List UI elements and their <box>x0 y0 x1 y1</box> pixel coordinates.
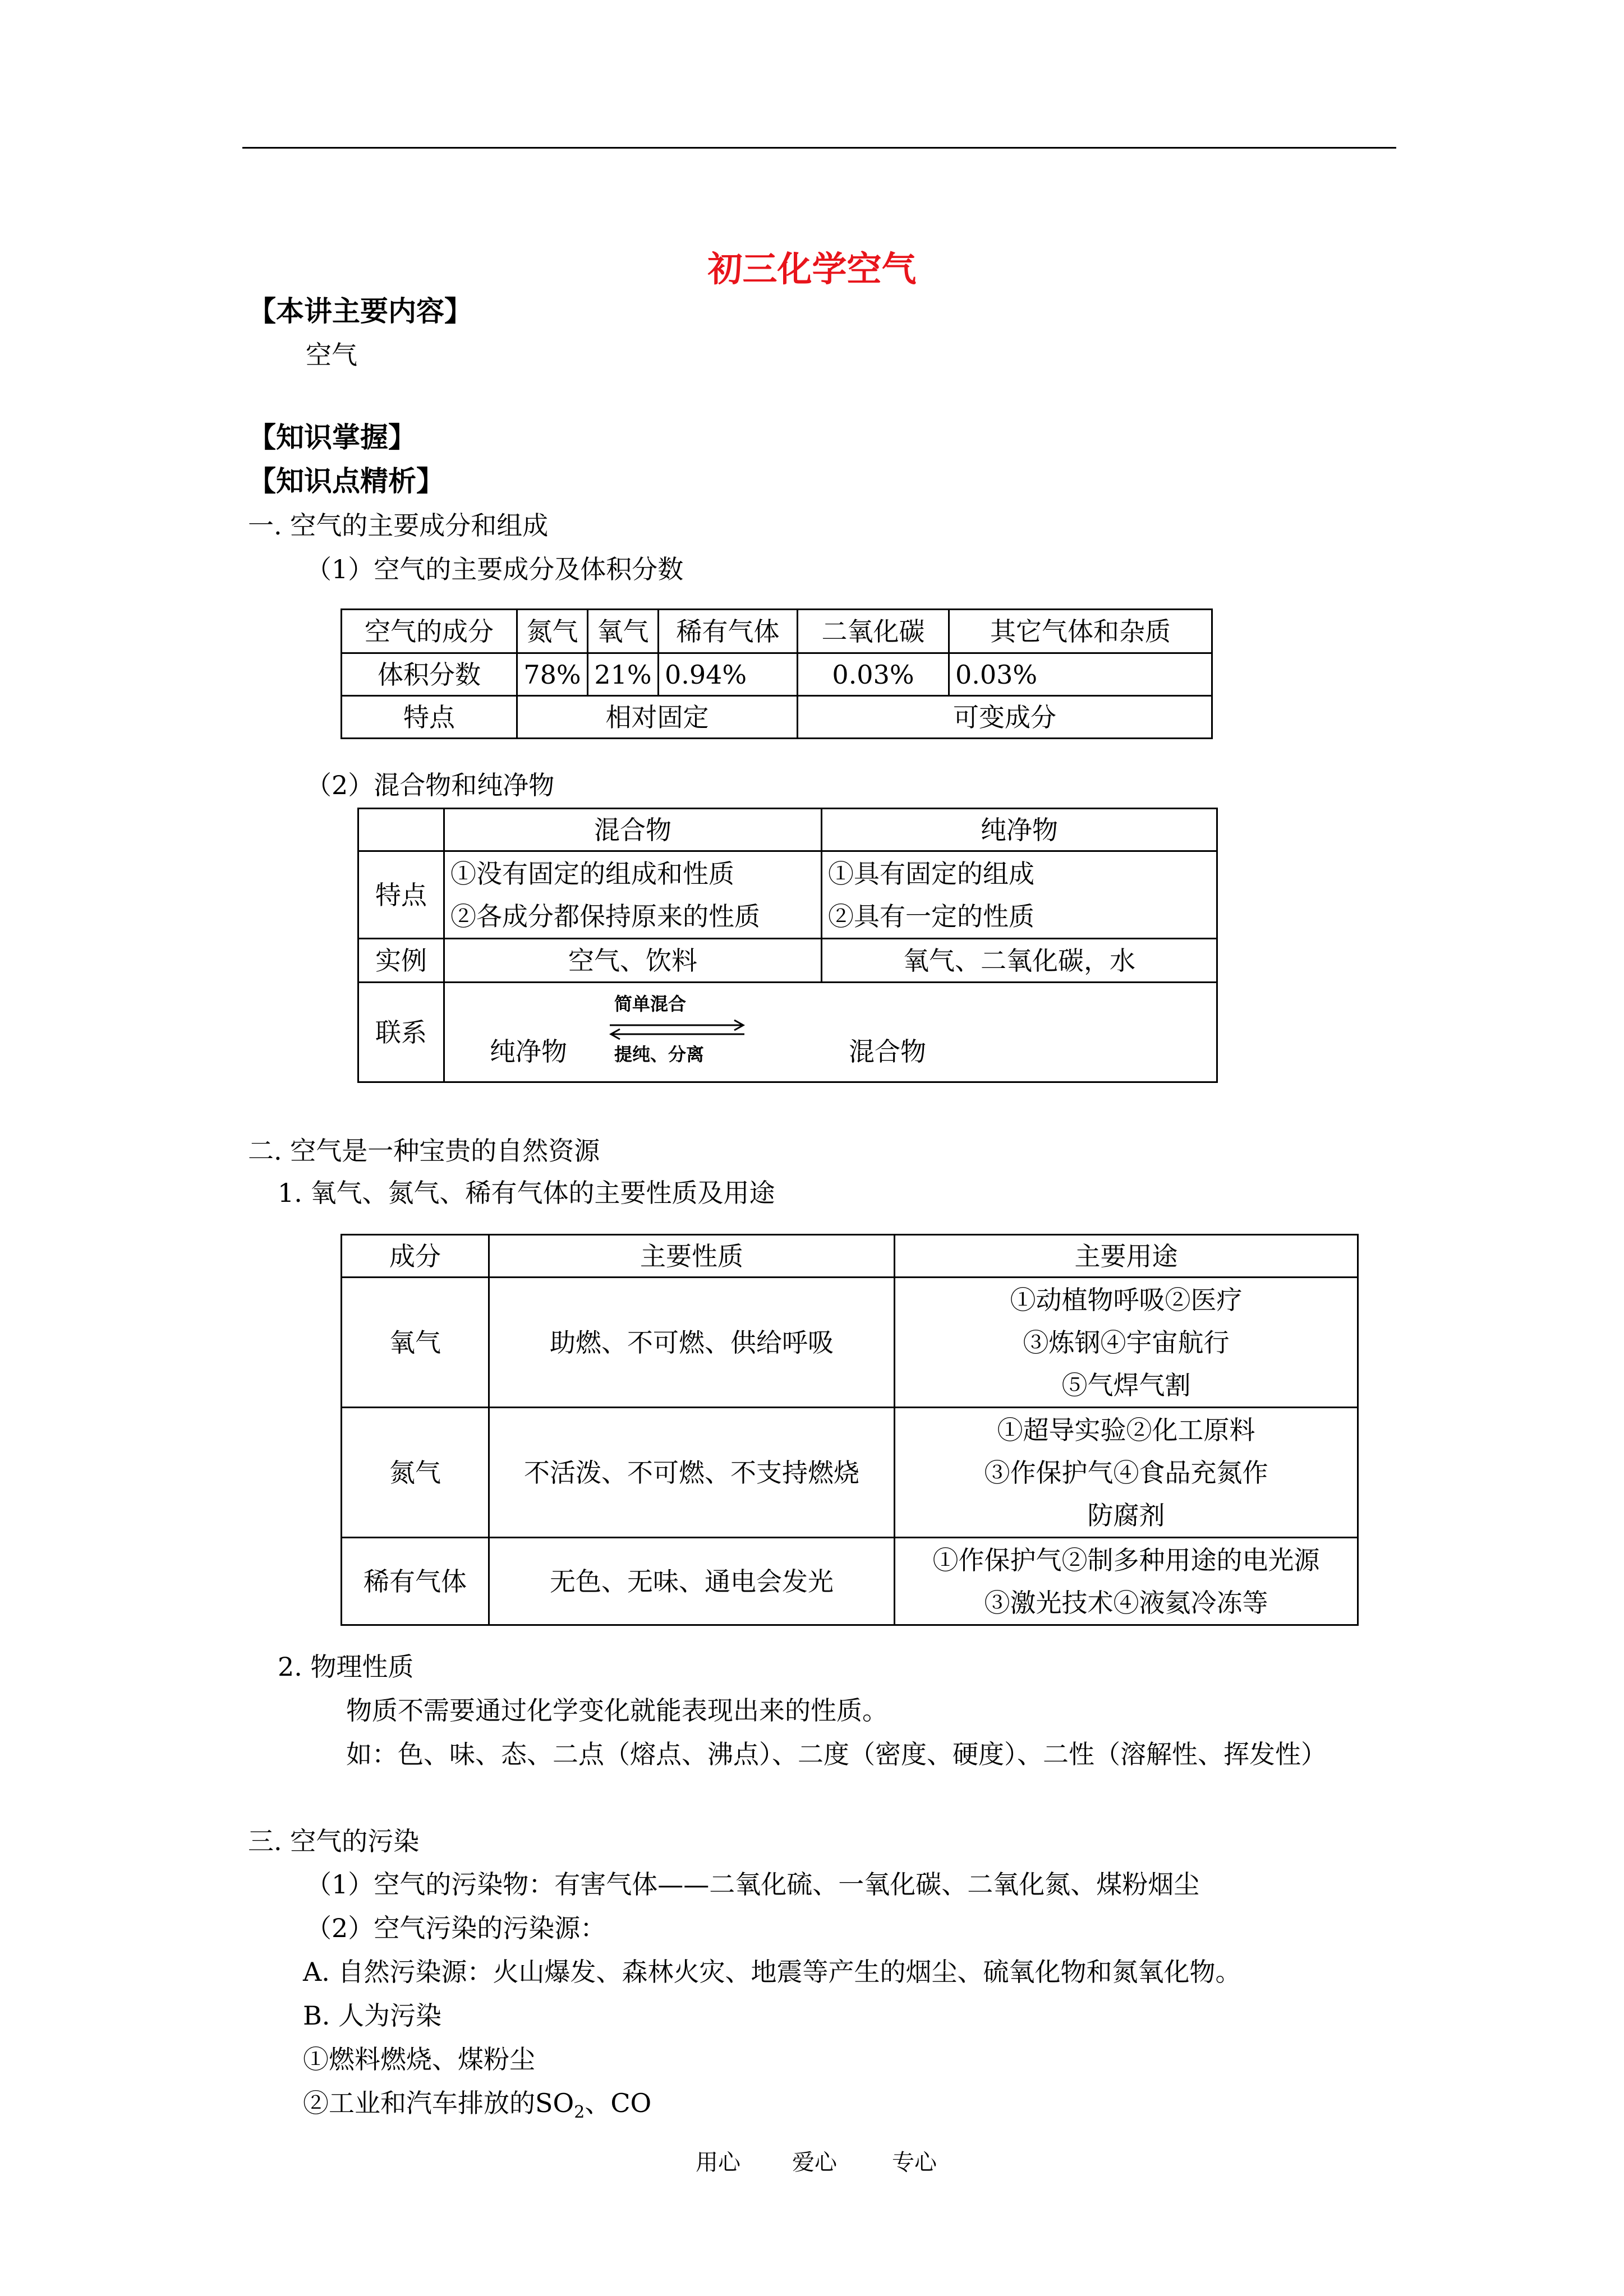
relation-cell <box>444 983 1217 1082</box>
main-content-header: 【本讲主要内容】 <box>248 294 472 328</box>
mixture-feature: ②各成分都保持原来的性质 <box>450 901 760 932</box>
gas-use-line: ③作保护气④食品充氮作 <box>984 1457 1268 1488</box>
subscript: 2 <box>574 2103 585 2123</box>
relation-mix-label: 简单混合 <box>614 993 687 1015</box>
footer-text: 爱心 <box>792 2150 837 2175</box>
volume-co2: 0.03% <box>798 653 949 696</box>
gas-use-line: ③激光技术④液氦冷冻等 <box>984 1587 1268 1618</box>
table1-header: 氧气 <box>588 610 659 653</box>
gas-use-line: ③炼钢④宇宙航行 <box>1023 1327 1230 1358</box>
feature-fixed: 相对固定 <box>517 696 798 739</box>
volume-oxygen: 21% <box>588 653 659 696</box>
volume-rare-gas: 0.94% <box>659 653 798 696</box>
pure-example: 氧气、二氧化碳，水 <box>822 939 1217 983</box>
double-arrow-icon <box>608 1018 748 1041</box>
gas-use-line: 防腐剂 <box>1087 1500 1165 1530</box>
mixture-feature: ①没有固定的组成和性质 <box>450 858 734 889</box>
gas-name: 稀有气体 <box>342 1538 489 1625</box>
feature-label: 特点 <box>342 696 517 739</box>
table1-header: 二氧化碳 <box>798 610 949 653</box>
relation-separate-label: 提纯、分离 <box>614 1043 705 1065</box>
part1-sub2: （2）混合物和纯净物 <box>306 770 555 800</box>
natural-sources-line: A. 自然污染源：火山爆发、森林火灾、地震等产生的烟尘、硫氧化物和氮氧化物。 <box>303 1957 1241 1987</box>
page-title: 初三化学空气 <box>707 248 917 289</box>
table2-relation-label: 联系 <box>358 983 444 1082</box>
part2-heading: 二. 空气是一种宝贵的自然资源 <box>248 1136 600 1166</box>
pollution-sources-line: （2）空气污染的污染源： <box>306 1913 606 1943</box>
feature-variable: 可变成分 <box>798 696 1212 739</box>
analysis-header: 【知识点精析】 <box>248 464 444 497</box>
gas-uses <box>895 1538 1358 1625</box>
table1-header: 空气的成分 <box>342 610 517 653</box>
table2-header-pure: 纯净物 <box>822 809 1217 851</box>
pure-feature: ①具有固定的组成 <box>828 858 1034 889</box>
part2-sub1: 1. 氧气、氮气、稀有气体的主要性质及用途 <box>278 1178 775 1208</box>
table2-example-label: 实例 <box>358 939 444 983</box>
gas-properties-table <box>341 1234 1359 1626</box>
gas-use-line: ①超导实验②化工原料 <box>997 1414 1255 1445</box>
mixture-features <box>444 851 822 939</box>
fuel-combustion-line: ①燃料燃烧、煤粉尘 <box>303 2044 535 2074</box>
gas-name: 氮气 <box>342 1408 489 1538</box>
gas-property: 助燃、不可燃、供给呼吸 <box>489 1278 895 1408</box>
table2-corner <box>358 809 444 851</box>
relation-mixture: 混合物 <box>849 1036 926 1067</box>
part2-sub2: 2. 物理性质 <box>278 1652 414 1682</box>
gas-property: 不活泼、不可燃、不支持燃烧 <box>489 1408 895 1538</box>
mixture-example: 空气、饮料 <box>444 939 822 983</box>
footer-text: 用心 <box>696 2150 740 2175</box>
emission-text: 、CO <box>585 2088 652 2118</box>
footer-text: 专心 <box>892 2150 937 2175</box>
table1-header: 氮气 <box>517 610 588 653</box>
table2-feature-label: 特点 <box>358 851 444 939</box>
gas-uses <box>895 1408 1358 1538</box>
gas-name: 氧气 <box>342 1278 489 1408</box>
pollutants-line: （1）空气的污染物：有害气体——二氧化硫、一氧化碳、二氧化氮、煤粉烟尘 <box>306 1869 1200 1899</box>
part1-sub1: （1）空气的主要成分及体积分数 <box>306 554 684 584</box>
composition-table <box>341 608 1213 739</box>
emission-text: ②工业和汽车排放的SO <box>303 2088 574 2118</box>
human-pollution-line: B. 人为污染 <box>303 2000 442 2031</box>
industrial-emission-line <box>303 2086 651 2129</box>
physical-property-example: 如：色、味、态、二点（熔点、沸点）、二度（密度、硬度）、二性（溶解性、挥发性） <box>346 1739 1327 1769</box>
part3-heading: 三. 空气的污染 <box>248 1826 420 1856</box>
volume-other: 0.03% <box>949 653 1212 696</box>
main-content-text: 空气 <box>306 340 357 370</box>
part1-heading: 一. 空气的主要成分和组成 <box>248 510 549 541</box>
mixture-table <box>357 808 1218 1083</box>
physical-property-definition: 物质不需要通过化学变化就能表现出来的性质。 <box>346 1695 888 1726</box>
table3-header: 成分 <box>342 1235 489 1278</box>
gas-use-line: ①动植物呼吸②医疗 <box>1010 1284 1243 1315</box>
gas-property: 无色、无味、通电会发光 <box>489 1538 895 1625</box>
relation-pure: 纯净物 <box>490 1036 567 1067</box>
header-rule <box>242 147 1396 149</box>
pure-feature: ②具有一定的性质 <box>828 901 1034 932</box>
volume-nitrogen: 78% <box>517 653 588 696</box>
table2-header-mixture: 混合物 <box>444 809 822 851</box>
volume-label: 体积分数 <box>342 653 517 696</box>
table1-header: 稀有气体 <box>659 610 798 653</box>
table3-header: 主要性质 <box>489 1235 895 1278</box>
gas-use-line: ⑤气焊气割 <box>1061 1370 1191 1400</box>
pure-features <box>822 851 1217 939</box>
knowledge-header: 【知识掌握】 <box>248 421 416 454</box>
gas-use-line: ①作保护气②制多种用途的电光源 <box>932 1545 1320 1575</box>
table3-header: 主要用途 <box>895 1235 1358 1278</box>
gas-uses <box>895 1278 1358 1408</box>
table1-header: 其它气体和杂质 <box>949 610 1212 653</box>
